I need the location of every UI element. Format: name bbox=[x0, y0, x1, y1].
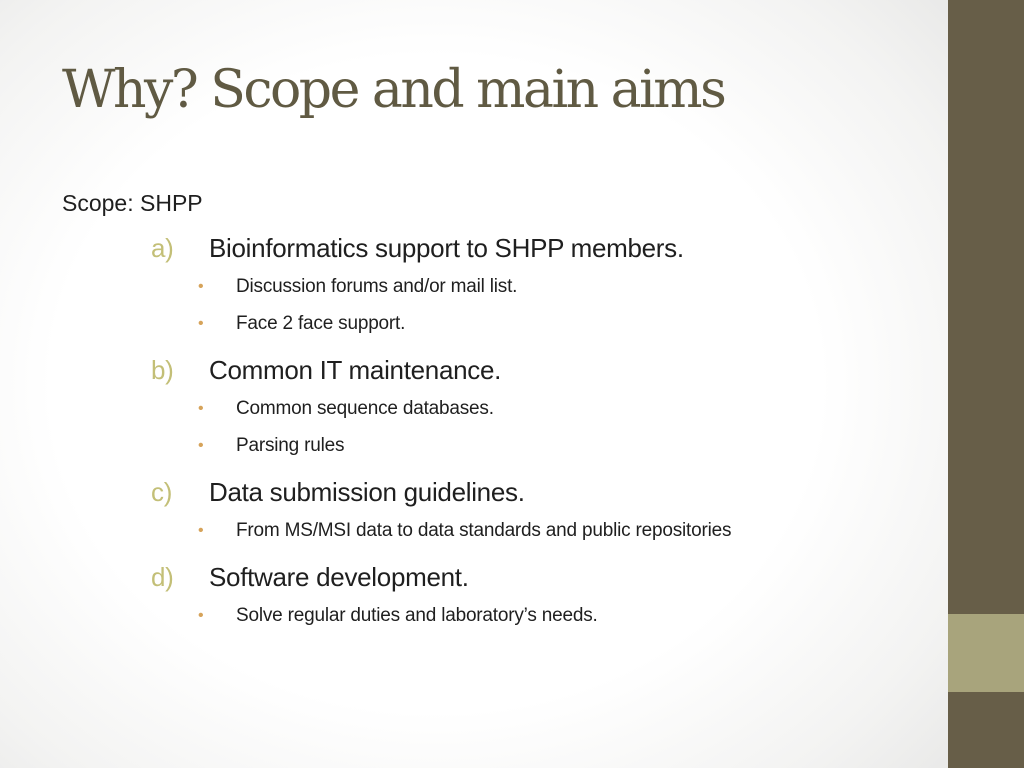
list-item-a bbox=[62, 232, 922, 264]
list-marker: a) bbox=[151, 233, 174, 263]
bullet-icon: • bbox=[198, 437, 204, 454]
list-item-text: Data submission guidelines. bbox=[209, 477, 525, 507]
list-item-c bbox=[62, 476, 922, 508]
sub-list-item bbox=[62, 273, 922, 301]
sub-list-item bbox=[62, 517, 922, 545]
list-item-d bbox=[62, 561, 922, 593]
list-marker: c) bbox=[151, 477, 173, 507]
bullet-icon: • bbox=[198, 607, 204, 624]
bullet-icon: • bbox=[198, 400, 204, 417]
list-marker: d) bbox=[151, 562, 174, 592]
sub-list-item bbox=[62, 602, 922, 630]
decorative-sidebar bbox=[948, 0, 1024, 768]
sub-list-item-text: Parsing rules bbox=[236, 435, 345, 456]
list-item-text: Common IT maintenance. bbox=[209, 355, 502, 385]
list-item-text: Bioinformatics support to SHPP members. bbox=[209, 233, 684, 263]
bullet-icon: • bbox=[198, 278, 204, 295]
sub-list-item-text: Common sequence databases. bbox=[236, 398, 494, 419]
list-item-text: Software development. bbox=[209, 562, 469, 592]
scope-line: Scope: SHPP bbox=[62, 190, 203, 216]
list-item-b bbox=[62, 354, 922, 386]
slide-title: Why? Scope and main aims bbox=[62, 60, 725, 120]
sub-list-item bbox=[62, 395, 922, 423]
slide-body bbox=[62, 186, 922, 630]
sub-list-item-text: Discussion forums and/or mail list. bbox=[236, 276, 518, 297]
list-marker: b) bbox=[151, 355, 174, 385]
sub-list-item-text: Face 2 face support. bbox=[236, 313, 406, 334]
sidebar-accent-block bbox=[948, 614, 1024, 692]
sub-list-item-text: Solve regular duties and laboratory’s needs. bbox=[236, 605, 598, 626]
sub-list-item bbox=[62, 310, 922, 338]
bullet-icon: • bbox=[198, 522, 204, 539]
sub-list-item bbox=[62, 432, 922, 460]
bullet-icon: • bbox=[198, 315, 204, 332]
sub-list-item-text: From MS/MSI data to data standards and public repositories bbox=[236, 520, 732, 541]
